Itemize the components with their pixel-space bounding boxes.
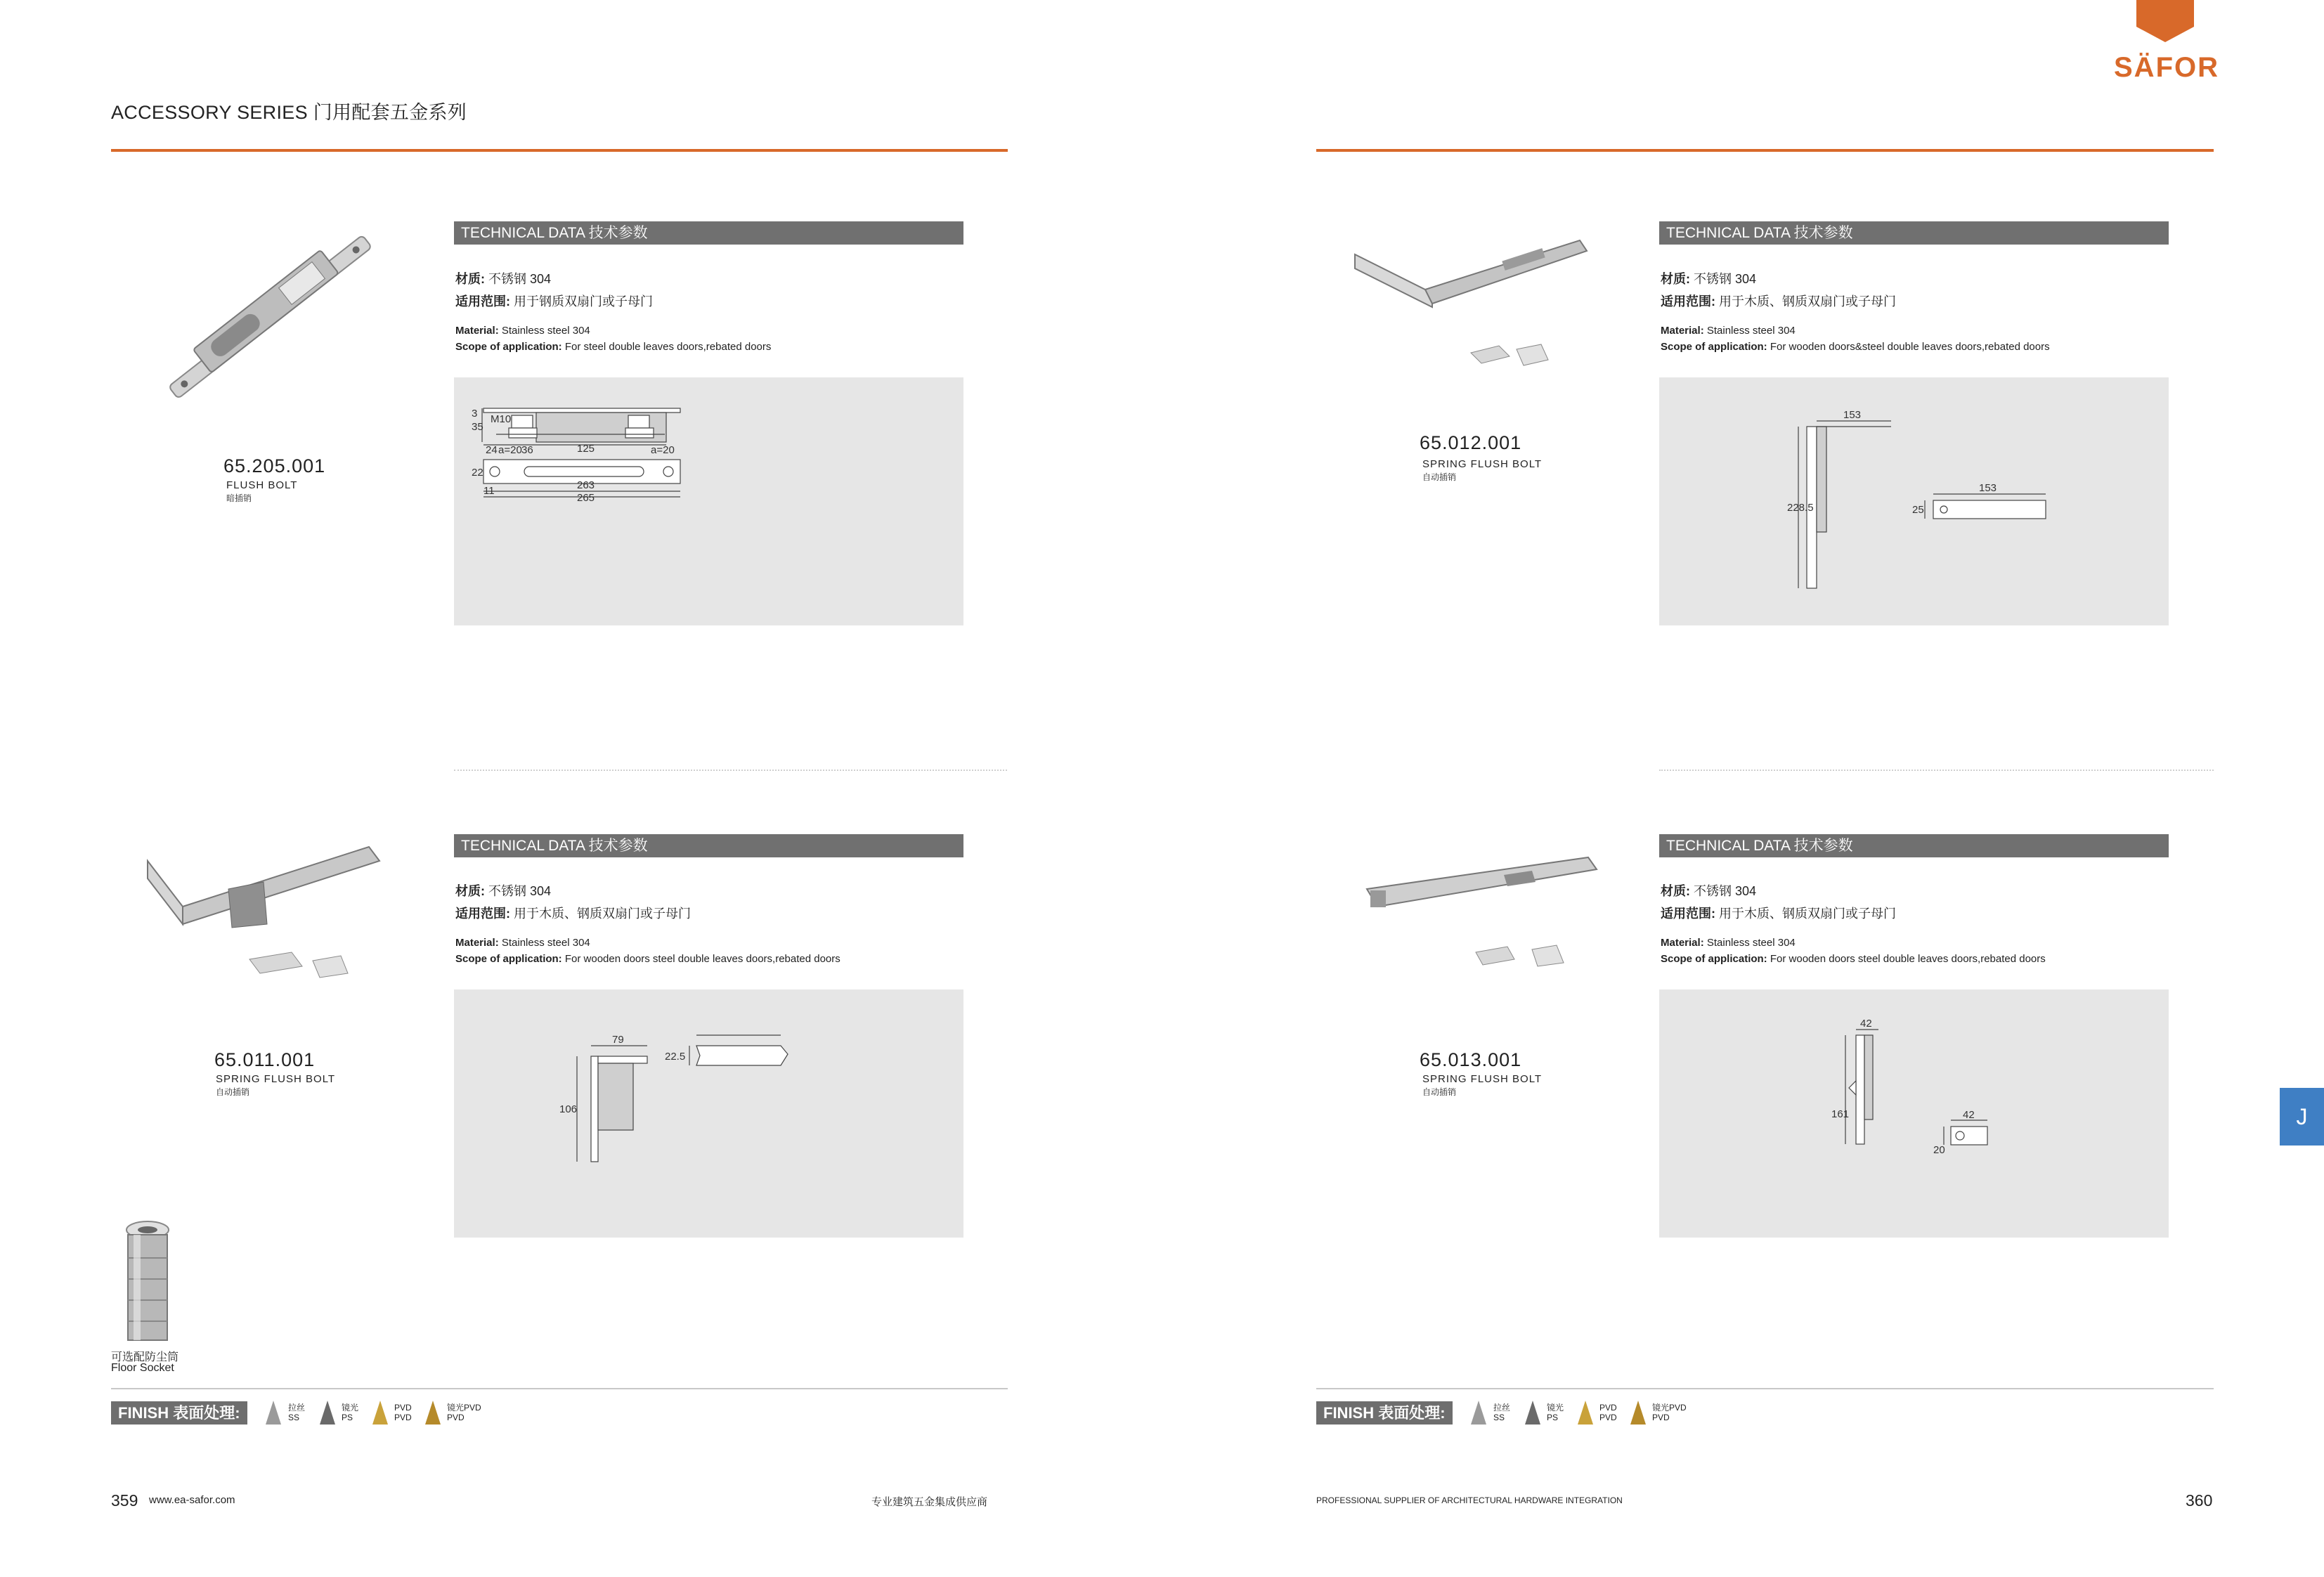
finish-polished-pvd-swatch-icon	[425, 1401, 441, 1425]
floor-socket-photo	[119, 1219, 176, 1346]
brand-shield-icon	[2136, 0, 2194, 42]
finish-label: FINISH 表面处理:	[111, 1401, 247, 1425]
spec-scope-en: Scope of application: For wooden doors steel double leaves doors,rebated doors	[455, 953, 840, 965]
product-name-en: SPRING FLUSH BOLT	[1422, 458, 1543, 470]
dim-42: 42	[1860, 1018, 1872, 1030]
page-number-right: 360	[2186, 1491, 2213, 1510]
product-name-cn: 自动插销	[216, 1087, 250, 1097]
finish-ps-swatch-icon	[1525, 1401, 1540, 1425]
product-name-cn: 自动插销	[1422, 1087, 1457, 1097]
dim-3: 3	[472, 408, 478, 420]
floor-socket-cn: 可选配防尘筒	[111, 1351, 179, 1363]
finish-pvd: PVD PVD	[1599, 1403, 1617, 1422]
technical-data-header: TECHNICAL DATA 技术参数	[1659, 834, 2169, 857]
finish-pvd: PVD PVD	[394, 1403, 412, 1422]
dim-106: 106	[559, 1103, 578, 1115]
spec-material-en: Material: Stainless steel 304	[1661, 325, 1796, 337]
dim-36: 36	[521, 444, 533, 456]
dim-265: 265	[577, 492, 595, 504]
technical-drawing	[454, 377, 963, 625]
finish-rule-right	[1316, 1388, 2214, 1389]
dim-22: 22	[472, 467, 483, 479]
website-link[interactable]: www.ea-safor.com	[149, 1494, 235, 1506]
dim-153: 153	[1843, 409, 1862, 421]
footer-tagline-cn: 专业建筑五金集成供应商	[871, 1496, 988, 1508]
product-model: 65.011.001	[214, 1049, 316, 1070]
brand-logo: SÄFOR	[2114, 52, 2219, 83]
product-name-en: FLUSH BOLT	[226, 479, 298, 491]
technical-drawing	[1659, 377, 2169, 625]
dim-a20b: a=20	[651, 444, 675, 456]
finish-polished-pvd-swatch-icon	[1630, 1401, 1646, 1425]
spec-scope-en: Scope of application: For steel double leaves doors,rebated doors	[455, 341, 772, 353]
product-name-en: SPRING FLUSH BOLT	[216, 1073, 336, 1085]
footer-tagline-en: PROFESSIONAL SUPPLIER OF ARCHITECTURAL HARDWARE INTEGRATION	[1316, 1495, 1623, 1505]
finish-pvd-swatch-icon	[372, 1401, 388, 1425]
product-photo-spring-flush-bolt	[1348, 226, 1601, 388]
dim-228-5: 228.5	[1787, 502, 1814, 514]
finish-ss-swatch-icon	[266, 1401, 281, 1425]
product-name-cn: 自动插销	[1422, 472, 1457, 482]
finish-label: FINISH 表面处理:	[1316, 1401, 1453, 1425]
finish-ss: 拉丝 SS	[1493, 1403, 1511, 1422]
header-rule-right	[1316, 149, 2214, 152]
product-model: 65.205.001	[223, 455, 326, 476]
spec-scope-en: Scope of application: For wooden doors steel double leaves doors,rebated doors	[1661, 953, 2046, 965]
dim-263: 263	[577, 479, 595, 491]
spec-material-cn: 材质: 不锈钢 304	[1661, 272, 1757, 286]
product-model: 65.013.001	[1420, 1049, 1522, 1070]
section-tab-j[interactable]: J	[2280, 1088, 2324, 1146]
dim-161: 161	[1831, 1108, 1850, 1120]
dim-24: 24	[486, 444, 498, 456]
technical-data-header: TECHNICAL DATA 技术参数	[454, 221, 963, 245]
header-rule-left	[111, 149, 1008, 152]
finish-polished-pvd: 镜光PVD PVD	[1652, 1403, 1687, 1422]
page-header-title: ACCESSORY SERIES 门用配套五金系列	[111, 102, 467, 123]
page-number-left: 359	[111, 1491, 138, 1510]
spec-material-cn: 材质: 不锈钢 304	[1661, 884, 1757, 898]
finish-pvd-swatch-icon	[1578, 1401, 1593, 1425]
finish-ps-swatch-icon	[320, 1401, 335, 1425]
dim-25: 25	[1912, 504, 1924, 516]
dim-a20: a=20	[498, 444, 522, 456]
product-name-en: SPRING FLUSH BOLT	[1422, 1073, 1543, 1085]
spec-material-en: Material: Stainless steel 304	[455, 325, 590, 337]
product-photo-spring-flush-bolt	[144, 840, 387, 1008]
dim-11: 11	[483, 485, 495, 497]
dim-153b: 153	[1979, 482, 1997, 494]
dim-20: 20	[1933, 1144, 1945, 1156]
finish-ss: 拉丝 SS	[288, 1403, 306, 1422]
floor-socket-en: Floor Socket	[111, 1362, 174, 1374]
spec-scope-cn: 适用范围: 用于钢质双扇门或子母门	[455, 294, 654, 309]
spec-scope-en: Scope of application: For wooden doors&steel double leaves doors,rebated doors	[1661, 341, 2050, 353]
dim-m10: M10	[491, 413, 512, 425]
finish-ss-swatch-icon	[1471, 1401, 1486, 1425]
product-model: 65.012.001	[1420, 432, 1522, 453]
technical-data-header: TECHNICAL DATA 技术参数	[1659, 221, 2169, 245]
dim-125: 125	[577, 443, 595, 455]
spec-material-en: Material: Stainless steel 304	[455, 937, 590, 949]
dim-35: 35	[472, 421, 483, 433]
spec-material-cn: 材质: 不锈钢 304	[455, 884, 552, 898]
spec-material-en: Material: Stainless steel 304	[1661, 937, 1796, 949]
section-divider	[454, 770, 1007, 771]
spec-scope-cn: 适用范围: 用于木质、钢质双扇门或子母门	[455, 907, 692, 921]
finish-ps: 镜光 PS	[342, 1403, 359, 1422]
dim-79: 79	[612, 1034, 624, 1046]
technical-drawing	[1659, 989, 2169, 1238]
finish-ps: 镜光 PS	[1547, 1403, 1564, 1422]
product-photo-flush-bolt	[144, 223, 404, 420]
section-divider	[1659, 770, 2214, 771]
dim-22-5: 22.5	[665, 1051, 686, 1063]
dim-42b: 42	[1963, 1109, 1975, 1121]
spec-scope-cn: 适用范围: 用于木质、钢质双扇门或子母门	[1661, 294, 1897, 309]
spec-scope-cn: 适用范围: 用于木质、钢质双扇门或子母门	[1661, 907, 1897, 921]
technical-data-header: TECHNICAL DATA 技术参数	[454, 834, 963, 857]
finish-rule-left	[111, 1388, 1008, 1389]
product-name-cn: 暗插销	[226, 493, 252, 503]
finish-polished-pvd: 镜光PVD PVD	[447, 1403, 481, 1422]
product-photo-spring-flush-bolt	[1363, 854, 1602, 980]
spec-material-cn: 材质: 不锈钢 304	[455, 272, 552, 286]
technical-drawing	[454, 989, 963, 1238]
